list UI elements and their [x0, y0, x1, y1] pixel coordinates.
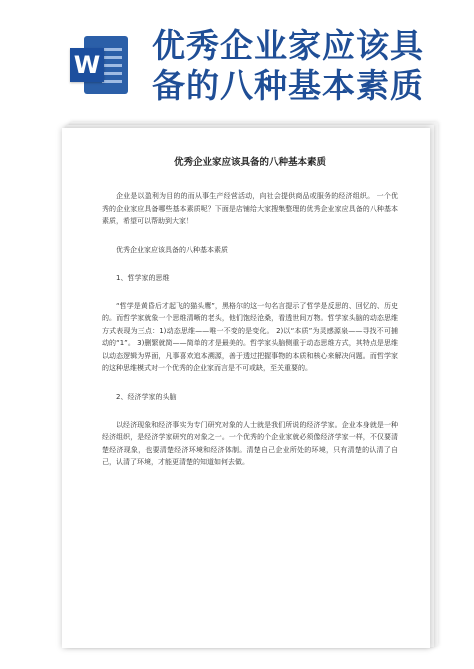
paragraph-economist: 以经济现象和经济事实为专门研究对象的人士就是我们所说的经济学家。企业本身就是一种经济组织，是经济学家研究的对象之一。一个优秀的个企业家就必须像经济学家一样，不仅要清楚经济现象，也要清楚经济环境和经济体制。清楚自己企业所处的环境，只有清楚的认清了自己，认清了环境，才能更清楚的知道如何去做。	[102, 420, 398, 466]
heading-economist: 2、经济学家的头脑	[116, 392, 177, 401]
document-page	[62, 128, 430, 648]
document-title: 优秀企业家应该具备的八种基本素质	[173, 157, 326, 168]
header-banner	[0, 0, 474, 112]
word-document-icon	[70, 36, 128, 94]
banner-title-line2: 备的八种基本素质	[152, 66, 424, 105]
intro-paragraph: 企业是以盈利为目的的而从事生产经营活动，向社会提供商品或服务的经济组织。 一个优秀的企业家应具备哪些基本素质呢？下面是店铺给大家搜集整理的优秀企业家应具备的八种基本素质，希望可以帮助到大家！	[102, 192, 398, 225]
word-logo-letter: W	[70, 48, 104, 82]
banner-title-line1: 优秀企业家应该具	[152, 26, 424, 65]
section-title: 优秀企业家应该具备的八种基本素质	[116, 245, 228, 254]
banner-title	[152, 26, 468, 106]
heading-philosopher: 1、哲学家的思维	[116, 273, 170, 282]
paragraph-philosopher: “哲学是黄昏后才起飞的猫头鹰”，黑格尔的这一句名言提示了哲学是反思的、回忆的、历史的。而哲学家就象一个思维清晰的老头，他们饱经沧桑，看透世间万物。哲学家头脑的动态思维方式表现为三点：1)动态思维——唯一不变的是变化。 2)以“本质”为灵感源泉——寻找不可捕动的“1”。 3)删繁就简——简单的才是最美的。哲学家头脑侧重于动态思维方式，其特点是思维以动态逻辑为界面，凡事喜欢追本溯源，善于透过把握事物的本质和核心来解决问题。而哲学家的这种思维模式对一个优秀的企业家而言是不可或缺，至关重要的。	[102, 301, 398, 372]
